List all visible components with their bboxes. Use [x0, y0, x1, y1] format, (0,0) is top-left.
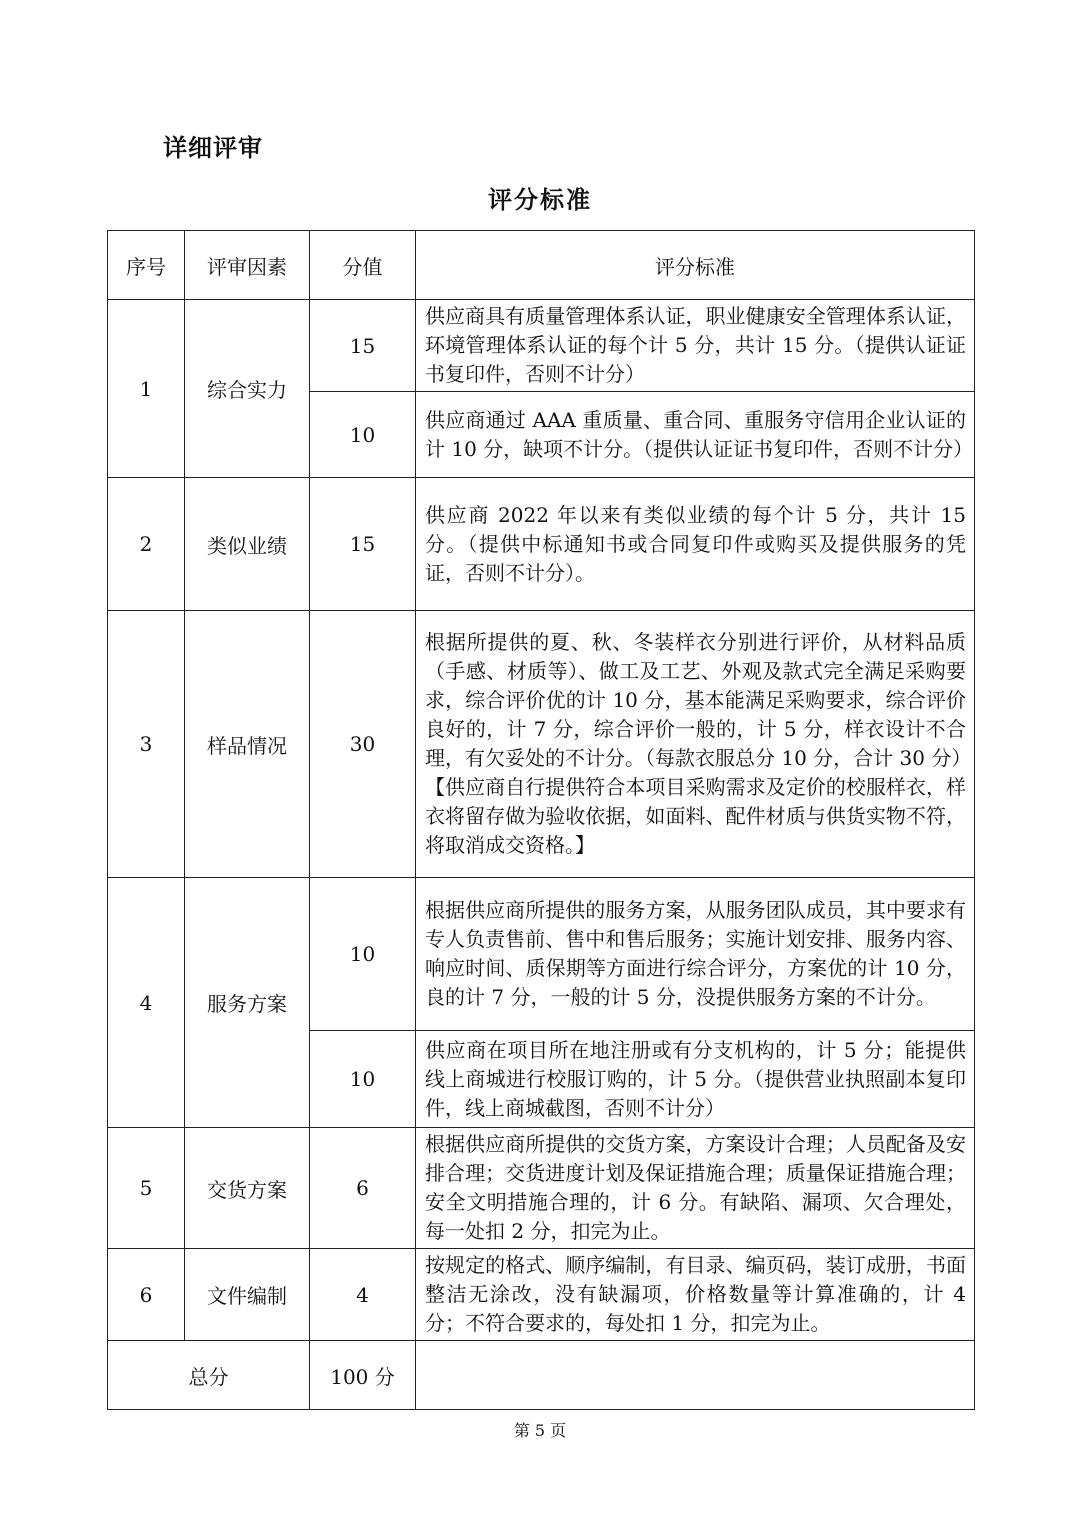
table-title: 评分标准 — [488, 185, 592, 214]
row-no: 3 — [108, 611, 185, 878]
row-factor: 类似业绩 — [185, 478, 310, 611]
header-score: 分值 — [310, 231, 416, 300]
row-score: 10 — [310, 1031, 416, 1128]
row-factor: 交货方案 — [185, 1128, 310, 1249]
row-no: 2 — [108, 478, 185, 611]
row-factor: 服务方案 — [185, 878, 310, 1128]
row-criteria: 供应商通过 AAA 重质量、重合同、重服务守信用企业认证的计 10 分，缺项不计分。（提供认证证书复印件，否则不计分） — [416, 392, 975, 478]
row-factor: 样品情况 — [185, 611, 310, 878]
row-factor: 综合实力 — [185, 300, 310, 478]
table-header-row — [108, 231, 975, 300]
row-no: 1 — [108, 300, 185, 478]
page-number: 第 5 页 — [513, 1421, 567, 1440]
total-criteria-empty — [416, 1341, 975, 1410]
row-no: 6 — [108, 1249, 185, 1341]
row-factor: 文件编制 — [185, 1249, 310, 1341]
row-criteria: 供应商 2022 年以来有类似业绩的每个计 5 分，共计 15 分。（提供中标通知书或合同复印件或购买及提供服务的凭证，否则不计分）。 — [416, 478, 975, 611]
row-score: 15 — [310, 478, 416, 611]
table-row — [108, 300, 975, 392]
row-note: 【供应商自行提供符合本项目采购需求及定价的校服样衣，样衣将留存做为验收依据，如面料、配件材质与供货实物不符，将取消成交资格。】 — [425, 775, 966, 857]
table-row — [108, 611, 975, 878]
row-criteria: 根据供应商所提供的服务方案，从服务团队成员，其中要求有专人负责售前、售中和售后服务；实施计划安排、服务内容、响应时间、质保期等方面进行综合评分，方案优的计 10 分，良的计 7 分，一般的计 5 分，没提供服务方案的不计分。 — [416, 878, 975, 1031]
row-score: 10 — [310, 392, 416, 478]
table-row — [108, 1249, 975, 1341]
row-score: 30 — [310, 611, 416, 878]
table-row — [108, 478, 975, 611]
header-criteria: 评分标准 — [416, 231, 975, 300]
total-label: 总分 — [108, 1341, 310, 1410]
row-score: 4 — [310, 1249, 416, 1341]
row-criteria-cell — [416, 611, 975, 878]
total-score: 100 分 — [310, 1341, 416, 1410]
total-row — [108, 1341, 975, 1410]
row-criteria: 供应商在项目所在地注册或有分支机构的，计 5 分；能提供线上商城进行校服订购的，计 5 分。（提供营业执照副本复印件，线上商城截图，否则不计分） — [416, 1031, 975, 1128]
row-criteria: 按规定的格式、顺序编制，有目录、编页码，装订成册，书面整洁无涂改，没有缺漏项，价格数量等计算准确的，计 4 分；不符合要求的，每处扣 1 分，扣完为止。 — [416, 1249, 975, 1341]
header-factor: 评审因素 — [185, 231, 310, 300]
table-row — [108, 878, 975, 1031]
row-criteria: 供应商具有质量管理体系认证，职业健康安全管理体系认证，环境管理体系认证的每个计 5 分，共计 15 分。（提供认证证书复印件，否则不计分） — [416, 300, 975, 392]
table-row — [108, 1128, 975, 1249]
row-score: 6 — [310, 1128, 416, 1249]
row-score: 15 — [310, 300, 416, 392]
section-title: 详细评审 — [163, 133, 263, 162]
row-score: 10 — [310, 878, 416, 1031]
scoring-table — [107, 230, 975, 1410]
row-no: 4 — [108, 878, 185, 1128]
row-no: 5 — [108, 1128, 185, 1249]
row-criteria: 根据所提供的夏、秋、冬装样衣分别进行评价，从材料品质（手感、材质等）、做工及工艺、外观及款式完全满足采购要求，综合评价优的计 10 分，基本能满足采购要求，综合评价良好的，计 7 分，综合评价一般的，计 5 分，样衣设计不合理，有欠妥处的不计分。（每款衣服总分 10 分，合计 30 分） — [425, 630, 972, 770]
header-no: 序号 — [108, 231, 185, 300]
row-criteria: 根据供应商所提供的交货方案，方案设计合理；人员配备及安排合理；交货进度计划及保证措施合理；质量保证措施合理；安全文明措施合理的，计 6 分。有缺陷、漏项、欠合理处，每一处扣 2 分，扣完为止。 — [416, 1128, 975, 1249]
